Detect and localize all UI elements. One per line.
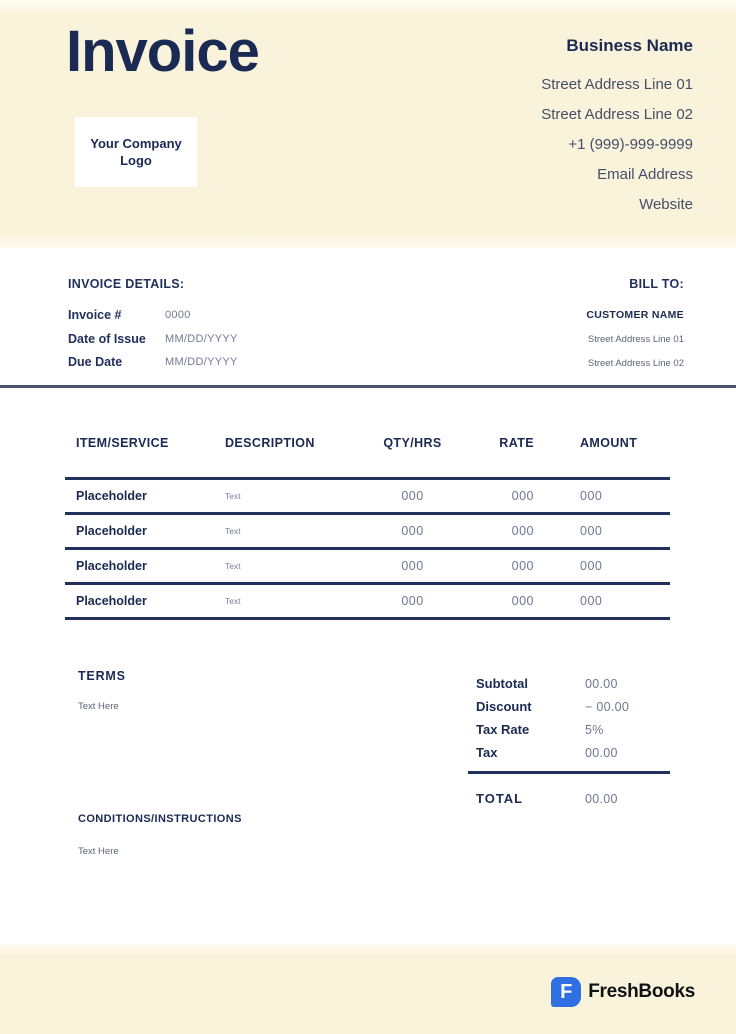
page-title: Invoice [66, 19, 259, 84]
discount-label: Discount [476, 699, 532, 714]
business-name: Business Name [566, 36, 693, 55]
item-qty-cell: 000 [401, 489, 424, 503]
tax-label: Tax [476, 745, 498, 760]
item-qty-cell: 000 [401, 594, 424, 608]
item-amount-cell: 000 [580, 559, 603, 573]
invoice-number-row [68, 304, 191, 328]
item-description-cell: Text [225, 561, 241, 571]
item-rate-cell: 000 [511, 559, 534, 573]
column-header-rate: RATE [499, 436, 534, 450]
invoice-number-label: Invoice # [68, 308, 122, 322]
conditions-text: Text Here [78, 846, 119, 857]
bill-to-heading: BILL TO: [629, 277, 684, 291]
item-description-cell: Text [225, 491, 241, 501]
bill-to-section [586, 277, 684, 369]
business-address-line-1: Street Address Line 01 [541, 76, 693, 93]
customer-address-line-2: Street Address Line 02 [587, 358, 684, 369]
item-name-cell: Placeholder [76, 524, 147, 538]
company-logo-placeholder[interactable] [75, 117, 197, 187]
conditions-heading: CONDITIONS/INSTRUCTIONS [78, 813, 242, 825]
invoice-details-section [68, 277, 238, 375]
due-date-value: MM/DD/YYYY [165, 356, 238, 368]
business-phone: +1 (999)-999-9999 [568, 136, 693, 153]
item-qty-cell: 000 [401, 524, 424, 538]
column-header-description: DESCRIPTION [225, 436, 315, 450]
table-row [65, 584, 670, 619]
tax-value: 00.00 [585, 746, 618, 760]
date-of-issue-label: Date of Issue [68, 331, 146, 346]
subtotal-value: 00.00 [585, 677, 618, 691]
item-description-cell: Text [225, 596, 241, 606]
item-rate-cell: 000 [511, 594, 534, 608]
terms-text: Text Here [78, 701, 119, 712]
footer [0, 945, 736, 1034]
totals-divider [468, 771, 670, 774]
tax-rate-row [468, 719, 670, 742]
table-row [65, 549, 670, 584]
freshbooks-wordmark: FreshBooks [588, 981, 695, 1002]
freshbooks-f-letter: F [560, 980, 573, 1003]
item-rate-cell: 000 [511, 524, 534, 538]
total-value: 00.00 [585, 792, 618, 806]
column-header-item-service: ITEM/SERVICE [76, 436, 169, 450]
item-amount-cell: 000 [580, 524, 603, 538]
table-row [65, 514, 670, 549]
customer-address-line-1: Street Address Line 01 [587, 334, 684, 345]
business-email: Email Address [597, 166, 693, 183]
item-rate-cell: 000 [511, 489, 534, 503]
due-date-label: Due Date [68, 355, 123, 369]
discount-row [468, 696, 670, 719]
company-logo-text: Your Company Logo [90, 136, 182, 168]
business-info [541, 36, 693, 220]
customer-name: CUSTOMER NAME [586, 309, 684, 321]
terms-heading: TERMS [78, 669, 126, 683]
freshbooks-brand[interactable] [551, 977, 695, 1007]
total-label: TOTAL [476, 791, 524, 806]
date-of-issue-row [68, 328, 238, 352]
column-header-qty-hrs: QTY/HRS [383, 436, 442, 450]
table-header-row [65, 436, 670, 479]
discount-value: − 00.00 [585, 700, 630, 714]
section-divider [0, 385, 736, 388]
due-date-row [68, 351, 238, 375]
tax-rate-label: Tax Rate [476, 722, 530, 737]
freshbooks-f-icon [551, 977, 581, 1007]
column-header-amount: AMOUNT [580, 436, 638, 450]
date-of-issue-value: MM/DD/YYYY [165, 332, 238, 345]
tax-row [468, 742, 670, 765]
item-name-cell: Placeholder [76, 594, 147, 608]
item-qty-cell: 000 [401, 559, 424, 573]
total-row [468, 788, 670, 811]
invoice-details-heading: INVOICE DETAILS: [68, 277, 185, 291]
invoice-header [0, 0, 736, 248]
totals-section [468, 673, 670, 811]
item-amount-cell: 000 [580, 594, 603, 608]
subtotal-label: Subtotal [476, 676, 528, 691]
business-website: Website [639, 196, 693, 213]
tax-rate-value: 5% [585, 723, 604, 737]
item-amount-cell: 000 [580, 489, 603, 503]
invoice-number-value: 0000 [165, 309, 191, 321]
invoice-details-rows [68, 304, 238, 375]
subtotal-row [468, 673, 670, 696]
table-row [65, 479, 670, 514]
item-description-cell: Text [225, 526, 241, 536]
business-address-line-2: Street Address Line 02 [541, 106, 693, 123]
item-name-cell: Placeholder [76, 489, 147, 503]
line-items-table [65, 436, 670, 620]
item-name-cell: Placeholder [76, 559, 147, 573]
